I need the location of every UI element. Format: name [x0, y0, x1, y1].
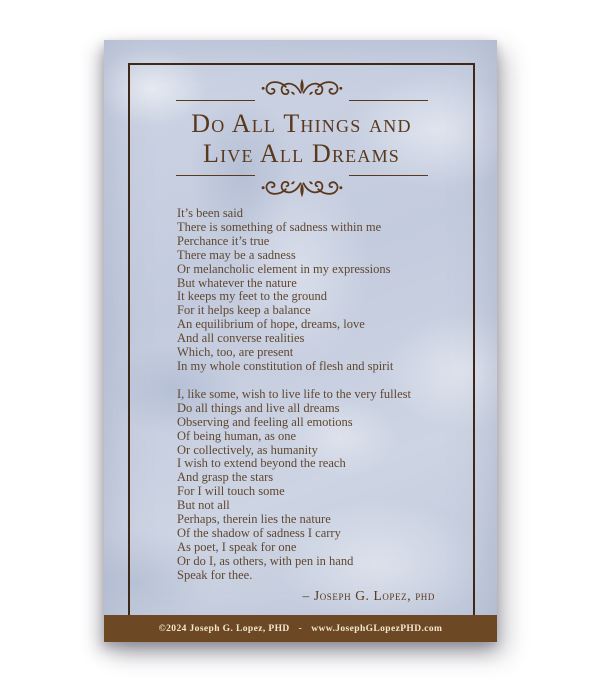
ornament-top [176, 78, 428, 103]
title-rule-left-2 [176, 175, 255, 176]
title-line-1: Do All Things and [191, 109, 412, 138]
flourish-ornament-flipped-icon [258, 173, 346, 198]
poem-line: Observing and feeling all emotions [177, 414, 353, 429]
poem-line: There may be a sadness [177, 247, 296, 262]
poem [130, 207, 473, 602]
poem-line: Or melancholic element in my expressions [177, 261, 391, 276]
title-rule-right [349, 100, 428, 101]
poem-line: In my whole constitution of flesh and spirit [177, 358, 394, 373]
poem-line: I, like some, wish to live life to the very fullest [177, 386, 411, 401]
flourish-ornament-icon [258, 78, 346, 103]
poem-line: There is something of sadness within me [177, 219, 382, 234]
footer-copyright: ©2024 Joseph G. Lopez, PHD [158, 623, 290, 634]
poem-line: Which, too, are present [177, 345, 294, 360]
poem-line: It’s been said [177, 206, 243, 220]
footer-separator: - [298, 623, 303, 634]
poem-line: For it helps keep a balance [177, 303, 311, 318]
stanza-2 [177, 388, 465, 583]
poem-line: But whatever the nature [177, 275, 297, 290]
poem-line: Perhaps, therein lies the nature [177, 512, 331, 527]
poem-line: Of the shadow of sadness I carry [177, 525, 341, 540]
poem-line: I wish to extend beyond the reach [177, 456, 346, 471]
stanza-1 [177, 207, 465, 374]
poem-line: Speak for thee. [177, 567, 253, 582]
poem-line: Of being human, as one [177, 428, 297, 443]
poem-line: Perchance it’s true [177, 233, 270, 248]
poster-frame [128, 63, 475, 615]
title-line-2: Live All Dreams [203, 139, 400, 168]
poem-line: As poet, I speak for one [177, 539, 297, 554]
poem-line: Or do I, as others, with pen in hand [177, 553, 354, 568]
footer-website: www.JosephGLopezPHD.com [311, 623, 443, 634]
ornament-bottom [176, 173, 428, 198]
poem-line: It keeps my feet to the ground [177, 289, 327, 304]
title-rule-right-2 [349, 175, 428, 176]
poem-line: And all converse realities [177, 331, 305, 346]
footer-bar [104, 615, 497, 642]
poem-line: An equilibrium of hope, dreams, love [177, 317, 365, 332]
poem-line: For I will touch some [177, 484, 285, 499]
poem-line: Do all things and live all dreams [177, 400, 340, 415]
author-attribution: – Joseph G. Lopez, phd [302, 587, 435, 603]
poster-sheet [104, 40, 497, 642]
poem-line: Or collectively, as humanity [177, 442, 318, 457]
poster-title [130, 109, 473, 169]
poem-line: And grasp the stars [177, 470, 274, 485]
poem-line: But not all [177, 498, 230, 513]
title-rule-left [176, 100, 255, 101]
